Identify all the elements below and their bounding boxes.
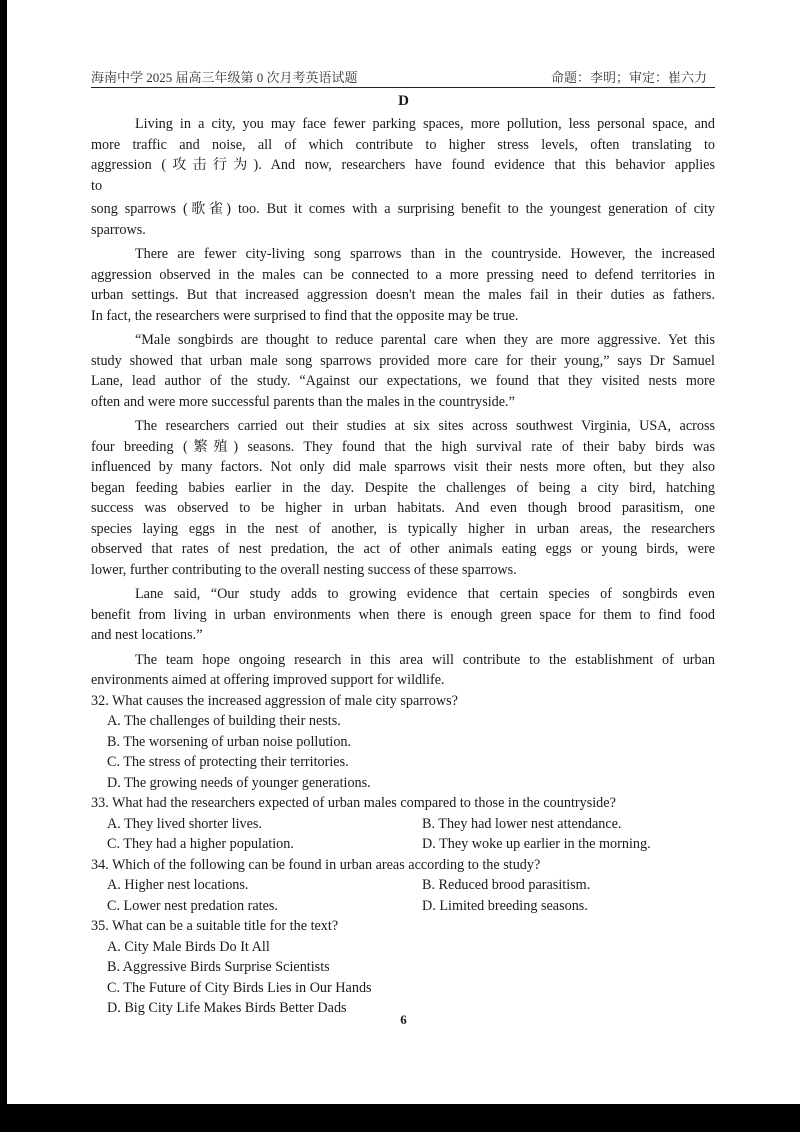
option-b[interactable]: B. Aggressive Birds Surprise Scientists — [107, 959, 330, 975]
question-33 — [91, 793, 715, 855]
text-line: There are fewer city-living song sparrows than in the countryside. However, the increased — [135, 246, 715, 262]
text-line: aggression observed in the males can be connected to a more pressing need to defend territories in — [91, 266, 715, 283]
text-line: began feeding babies earlier in the day. Despite the challenges of being a city bird, hatching — [91, 479, 715, 496]
question-stem: 35. What can be a suitable title for the text? — [91, 918, 339, 934]
option-b[interactable]: B. The worsening of urban noise pollution. — [107, 733, 352, 750]
exam-authors: 命题：李明；审定：崔六力 — [550, 70, 707, 85]
text-line: influenced by many factors. Not only did male sparrows visit their nests more often, but they also — [91, 459, 715, 475]
question-stem: 32. What causes the increased aggression of male city sparrows? — [91, 692, 458, 709]
option-d[interactable]: D. Big City Life Makes Birds Better Dads — [107, 1000, 347, 1016]
option-d[interactable]: D. They woke up earlier in the morning. — [422, 836, 651, 852]
option-c[interactable]: C. The Future of City Birds Lies in Our Hands — [107, 979, 372, 996]
question-32 — [91, 691, 715, 794]
exam-page — [7, 0, 800, 1104]
page-number: 6 — [400, 1012, 407, 1027]
text-line: species laying eggs in the nest of another, is typically higher in urban areas, the researchers — [91, 520, 715, 537]
text-line: The researchers carried out their studies at six sites across southwest Virginia, USA, across — [135, 418, 715, 434]
text-line: environments aimed at offering improved support for wildlife. — [91, 672, 445, 688]
option-b[interactable]: B. They had lower nest attendance. — [422, 815, 622, 832]
exam-title: 海南中学 2025 届高三年级第 0 次月考英语试题 — [91, 70, 358, 85]
paragraph-2 — [91, 244, 715, 326]
option-d[interactable]: D. Limited breeding seasons. — [422, 897, 588, 914]
paragraph-5 — [91, 584, 715, 646]
text-line: Lane, lead author of the study. “Against our expectations, we found that they visited nests more — [91, 373, 715, 389]
option-row — [91, 896, 715, 917]
option-b[interactable]: B. Reduced brood parasitism. — [422, 877, 591, 893]
paragraph-6 — [91, 650, 715, 691]
option-row — [91, 875, 715, 896]
text-line: Living in a city, you may face fewer parking spaces, more pollution, less personal space, and — [135, 116, 715, 132]
text-line: to — [91, 177, 103, 194]
text-line: four breeding (繁殖) seasons. They found that the high survival rate of their baby birds was — [91, 438, 715, 455]
text-line: lower, further contributing to the overall nesting success of these sparrows. — [91, 561, 517, 578]
question-34 — [91, 855, 715, 917]
text-line: and nest locations.” — [91, 627, 203, 643]
text-line: success was observed to be higher in urban habitats. And even though brood parasitism, one — [91, 500, 715, 516]
question-35 — [91, 916, 715, 1019]
text-line: The team hope ongoing research in this area will contribute to the establishment of urban — [135, 651, 715, 668]
text-line: song sparrows (歌雀) too. But it comes with a surprising benefit to the youngest generation of city — [91, 201, 715, 217]
reading-passage — [91, 114, 715, 1019]
text-line: “Male songbirds are thought to reduce parental care when they are more aggressive. Yet this — [135, 332, 715, 348]
option-c[interactable]: C. Lower nest predation rates. — [107, 897, 278, 914]
option-d[interactable]: D. The growing needs of younger generations. — [107, 774, 371, 791]
option-a[interactable]: A. The challenges of building their nests. — [107, 713, 341, 729]
page-header — [91, 70, 715, 88]
option-a[interactable]: A. They lived shorter lives. — [107, 815, 262, 832]
text-line: study showed that urban male song sparrows provided more care for their young,” says Dr Samuel — [91, 352, 715, 369]
option-c[interactable]: C. The stress of protecting their territories. — [107, 754, 349, 770]
text-line: urban settings. But that increased aggression doesn't mean the males fail in their duties as fathers. — [91, 287, 715, 303]
text-line: benefit from living in urban environments when there is enough green space for them to find food — [91, 606, 715, 623]
text-line: aggression (攻击行为). And now, researchers have found evidence that this behavior applies — [91, 157, 715, 173]
question-stem: 34. Which of the following can be found in urban areas according to the study? — [91, 856, 541, 873]
question-stem: 33. What had the researchers expected of urban males compared to those in the countryside? — [91, 795, 616, 811]
paragraph-1 — [91, 114, 715, 240]
paragraph-3 — [91, 330, 715, 412]
option-a[interactable]: A. City Male Birds Do It All — [107, 938, 270, 955]
option-row — [91, 834, 715, 855]
option-a[interactable]: A. Higher nest locations. — [107, 877, 249, 893]
option-row — [91, 814, 715, 835]
section-heading: D — [398, 93, 409, 109]
option-c[interactable]: C. They had a higher population. — [107, 836, 294, 852]
text-line: often and were more successful parents than the males in the countryside.” — [91, 393, 515, 410]
text-line: more traffic and noise, all of which contribute to higher stress levels, often translating to — [91, 136, 715, 153]
paragraph-4 — [91, 416, 715, 580]
text-line: Lane said, “Our study adds to growing evidence that certain species of songbirds even — [135, 586, 715, 602]
text-line: observed that rates of nest predation, the act of other animals eating eggs or young birds, were — [91, 541, 715, 557]
text-line: sparrows. — [91, 221, 146, 238]
text-line: In fact, the researchers were surprised to find that the opposite may be true. — [91, 307, 519, 324]
